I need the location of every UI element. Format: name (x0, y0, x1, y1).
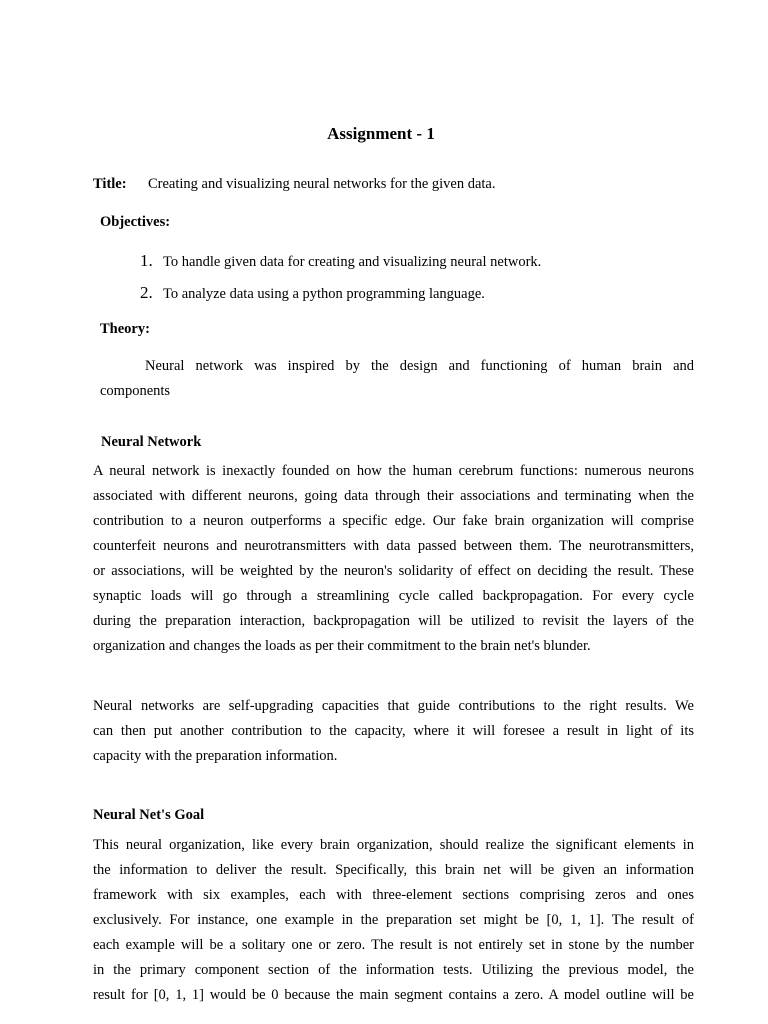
neural-network-paragraph-2 (93, 694, 694, 769)
neural-network-paragraph-1 (93, 459, 694, 659)
goal-heading: Neural Net's Goal (93, 807, 205, 823)
objective-item (140, 251, 541, 271)
paragraph-line: A neural network is inexactly founded on how the human cerebrum functions: numerous neurons (93, 463, 694, 479)
paragraph-line: synaptic loads will go through a streamlining cycle called backpropagation. For every cycle (93, 588, 694, 604)
paragraph-line: result for [0, 1, 1] would be 0 because the main segment contains a zero. A model outline will be (93, 987, 694, 1003)
paragraph-line: Neural network was inspired by the design and functioning of human brain and (145, 358, 694, 374)
paragraph-line: counterfeit neurons and neurotransmitters with data passed between them. The neurotransmitters, (93, 538, 694, 554)
title-label: Title: (93, 176, 127, 192)
objectives-heading: Objectives: (100, 214, 171, 230)
objective-text: To analyze data using a python programming language. (163, 286, 485, 302)
title-text: Creating and visualizing neural networks for the given data. (148, 176, 496, 192)
paragraph-line: capacity with the preparation information. (93, 748, 338, 764)
paragraph-line: framework with six examples, each with three-element sections comprising zeros and ones (93, 887, 694, 903)
paragraph-line: components (100, 383, 171, 399)
paragraph-line: each example will be a solitary one or zero. The result is not entirely set in stone by the number (93, 937, 694, 953)
paragraph-line: associated with different neurons, going data through their associations and terminating when the (93, 488, 694, 504)
paragraph-line: organization and changes the loads as per their commitment to the brain net's blunder. (93, 638, 591, 654)
paragraph-line: can then put another contribution to the capacity, where it will foresee a result in light of its (93, 723, 694, 739)
objective-text: To handle given data for creating and visualizing neural network. (163, 254, 542, 270)
paragraph-line: during the preparation interaction, backpropagation will be utilized to revisit the layers of the (93, 613, 694, 629)
objective-number: 1. (140, 251, 153, 270)
paragraph-line: This neural organization, like every brain organization, should realize the significant elements in (93, 837, 694, 853)
paragraph-line: the information to deliver the result. Specifically, this brain net will be given an information (93, 862, 694, 878)
objective-number: 2. (140, 283, 153, 302)
goal-paragraph (93, 833, 694, 1008)
theory-heading: Theory: (100, 321, 150, 337)
paragraph-line: contribution to a neuron outperforms a specific edge. Our fake brain organization will comprise (93, 513, 694, 529)
neural-network-heading: Neural Network (101, 434, 202, 450)
title-row (93, 176, 496, 193)
paragraph-line: Neural networks are self-upgrading capacities that guide contributions to the right results. We (93, 698, 694, 714)
objective-item (140, 283, 485, 303)
paragraph-line: in the primary component section of the information tests. Utilizing the previous model, the (93, 962, 694, 978)
paragraph-line: exclusively. For instance, one example in the preparation set might be [0, 1, 1]. The result of (93, 912, 694, 928)
page-title: Assignment - 1 (327, 124, 435, 143)
paragraph-line: or associations, will be weighted by the neuron's solidarity of effect on deciding the result. These (93, 563, 694, 579)
theory-paragraph (100, 354, 694, 404)
